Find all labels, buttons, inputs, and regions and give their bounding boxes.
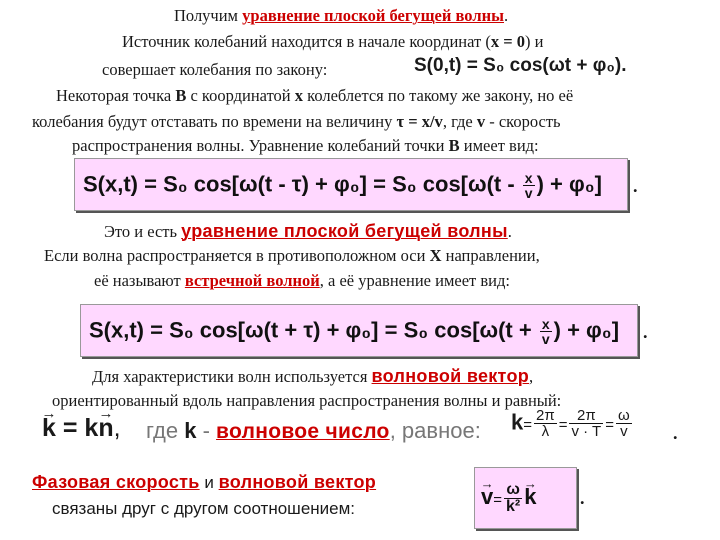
phase-v-vector: → v: [481, 484, 493, 510]
intro-l2-end: ) и: [525, 32, 544, 51]
plane-text: , а её уравнение имеет вид:: [319, 271, 510, 290]
phase-formula-body: [481, 482, 537, 515]
pointb-v: v: [476, 112, 486, 131]
wv-text: ,: [529, 367, 534, 386]
eq2-dot-text: .: [643, 322, 648, 342]
phase-eq: =: [493, 491, 503, 509]
plane-wave-term: уравнение плоской бегущей волны: [242, 6, 504, 25]
phase-den: k²: [506, 498, 521, 515]
eq1-right: ) + φ₀]: [536, 171, 602, 197]
eq2-left: S(x,t) = S₀ cos[ω(t + τ) + φ₀] = S₀ cos[ω(t +: [89, 317, 538, 343]
phase-dot: [580, 488, 585, 509]
intro-suffix: .: [504, 6, 509, 25]
eq2-right: ) + φ₀]: [553, 317, 620, 343]
pointb-text: - скорость: [485, 112, 561, 131]
plane-text: Это и есть: [104, 222, 182, 241]
wn-frac2: [569, 408, 603, 439]
eq1-dot-text: .: [633, 176, 638, 196]
wv-line-1: [92, 366, 533, 387]
pointb-text: колебания будут отставать по времени на величину: [32, 112, 397, 131]
pointb-b: B: [448, 136, 460, 155]
pointb-b: B: [175, 86, 187, 105]
eq1-den: v: [524, 185, 533, 201]
equation-counter-wave: [80, 304, 638, 357]
plane-line-3: [94, 271, 510, 291]
phase-relation-formula: [474, 467, 577, 529]
phase-line-2: [52, 499, 355, 519]
wn-k: k: [511, 409, 524, 435]
wn-eq1: =: [523, 416, 533, 434]
wv-k-letter: k: [184, 418, 197, 443]
wv-line-2: [52, 391, 561, 411]
equation-forward-wave: [74, 158, 628, 211]
wn-f3-den: v: [620, 423, 628, 440]
plane-text: её называют: [94, 271, 185, 290]
intro-text: Получим: [174, 6, 243, 25]
eq1-left: S(x,t) = S₀ cos[ω(t - τ) + φ₀] = S₀ cos[ω(t -: [83, 171, 521, 197]
wn-frac1: [534, 408, 557, 439]
pointb-text: колеблется по такому же закону, но её: [303, 86, 574, 105]
phase-text: связаны друг с другом соотношением:: [52, 499, 356, 518]
eq2-den: v: [541, 331, 550, 347]
phase-dot-text: .: [580, 488, 585, 508]
intro-line-2: [122, 32, 543, 52]
pointb-line-2: [32, 112, 561, 132]
wn-dot-text: .: [673, 423, 678, 443]
pointb-line-3: [72, 136, 539, 156]
intro-l2-bold: x = 0: [490, 32, 525, 51]
source-formula-text: S(0,t) = S₀ cos(ωt + φ₀).: [414, 55, 627, 76]
plane-line-1: [104, 221, 512, 242]
wv-dash: -: [196, 418, 217, 443]
wave-vector-term-2: волновой вектор: [218, 472, 377, 492]
pointb-text: распространения волны. Уравнение колебаний точки: [72, 136, 449, 155]
wn-f1-den: λ: [541, 423, 550, 440]
eq2-dot: [643, 322, 648, 343]
plane-line-2: [44, 246, 540, 266]
eq1-dot: [633, 176, 638, 197]
phase-velocity-term: Фазовая скорость: [32, 472, 200, 492]
wn-f1-num: 2π: [536, 407, 555, 424]
intro-l2-text: Источник колебаний находится в начале координат (: [122, 32, 491, 51]
plane-text: Если волна распространяется в противоположном оси: [44, 246, 430, 265]
pointb-text: с координатой: [186, 86, 295, 105]
wv-equal-text: , равное:: [389, 418, 481, 443]
pointb-line-1: [56, 86, 573, 106]
wave-vector-term: волновой вектор: [371, 366, 530, 386]
phase-fraction: [504, 482, 522, 515]
plane-text: .: [507, 222, 512, 241]
pointb-tau: τ = x/v: [396, 112, 443, 131]
wn-f2-den: v · T: [571, 423, 602, 440]
phase-num: ω: [504, 482, 522, 499]
wv-text: Для характеристики волн используется: [92, 367, 372, 386]
wave-number-line: где k - волновое число, равное:: [146, 418, 481, 443]
eq1-body: [83, 171, 602, 200]
phase-line-1: [32, 472, 376, 493]
phase-k-vector: → k: [524, 484, 536, 510]
n-vector: → n: [98, 414, 113, 443]
intro-line-1: [174, 6, 508, 26]
pointb-text: Некоторая точка: [56, 86, 176, 105]
wn-f2-num: 2π: [569, 408, 603, 424]
wn-dot: [673, 423, 678, 444]
k-vector-equation: → k = k→ n,: [42, 414, 121, 443]
wn-eq3: =: [605, 416, 614, 434]
intro-line-3: [102, 60, 327, 80]
plane-wave-term-2: уравнение плоской бегущей волны: [181, 221, 508, 241]
intro-l3-text: совершает колебания по закону:: [102, 60, 328, 79]
wave-number-formula: [511, 408, 634, 439]
eq1-fraction: [523, 171, 535, 200]
eq2-fraction: [540, 317, 552, 346]
source-formula: [414, 55, 627, 77]
eq2-num: x: [541, 316, 550, 332]
phase-and: и: [199, 473, 219, 492]
pointb-text: имеет вид:: [459, 136, 539, 155]
counter-wave-term: встречной волной: [184, 271, 320, 290]
eq2-body: [89, 317, 619, 346]
wave-number-term: волновое число: [216, 420, 390, 443]
wn-eq2: =: [558, 416, 568, 434]
wv-text: ориентированный вдоль направления распространения волны и равный:: [52, 391, 562, 410]
k-vector: → k: [42, 414, 56, 443]
pointb-text: , где: [442, 112, 477, 131]
eq1-num: x: [524, 170, 533, 186]
pointb-x: x: [294, 86, 304, 105]
wn-frac3: [616, 408, 632, 439]
plane-text: направлении,: [441, 246, 540, 265]
wn-f3-num: ω: [617, 407, 630, 424]
plane-x: X: [429, 246, 442, 265]
